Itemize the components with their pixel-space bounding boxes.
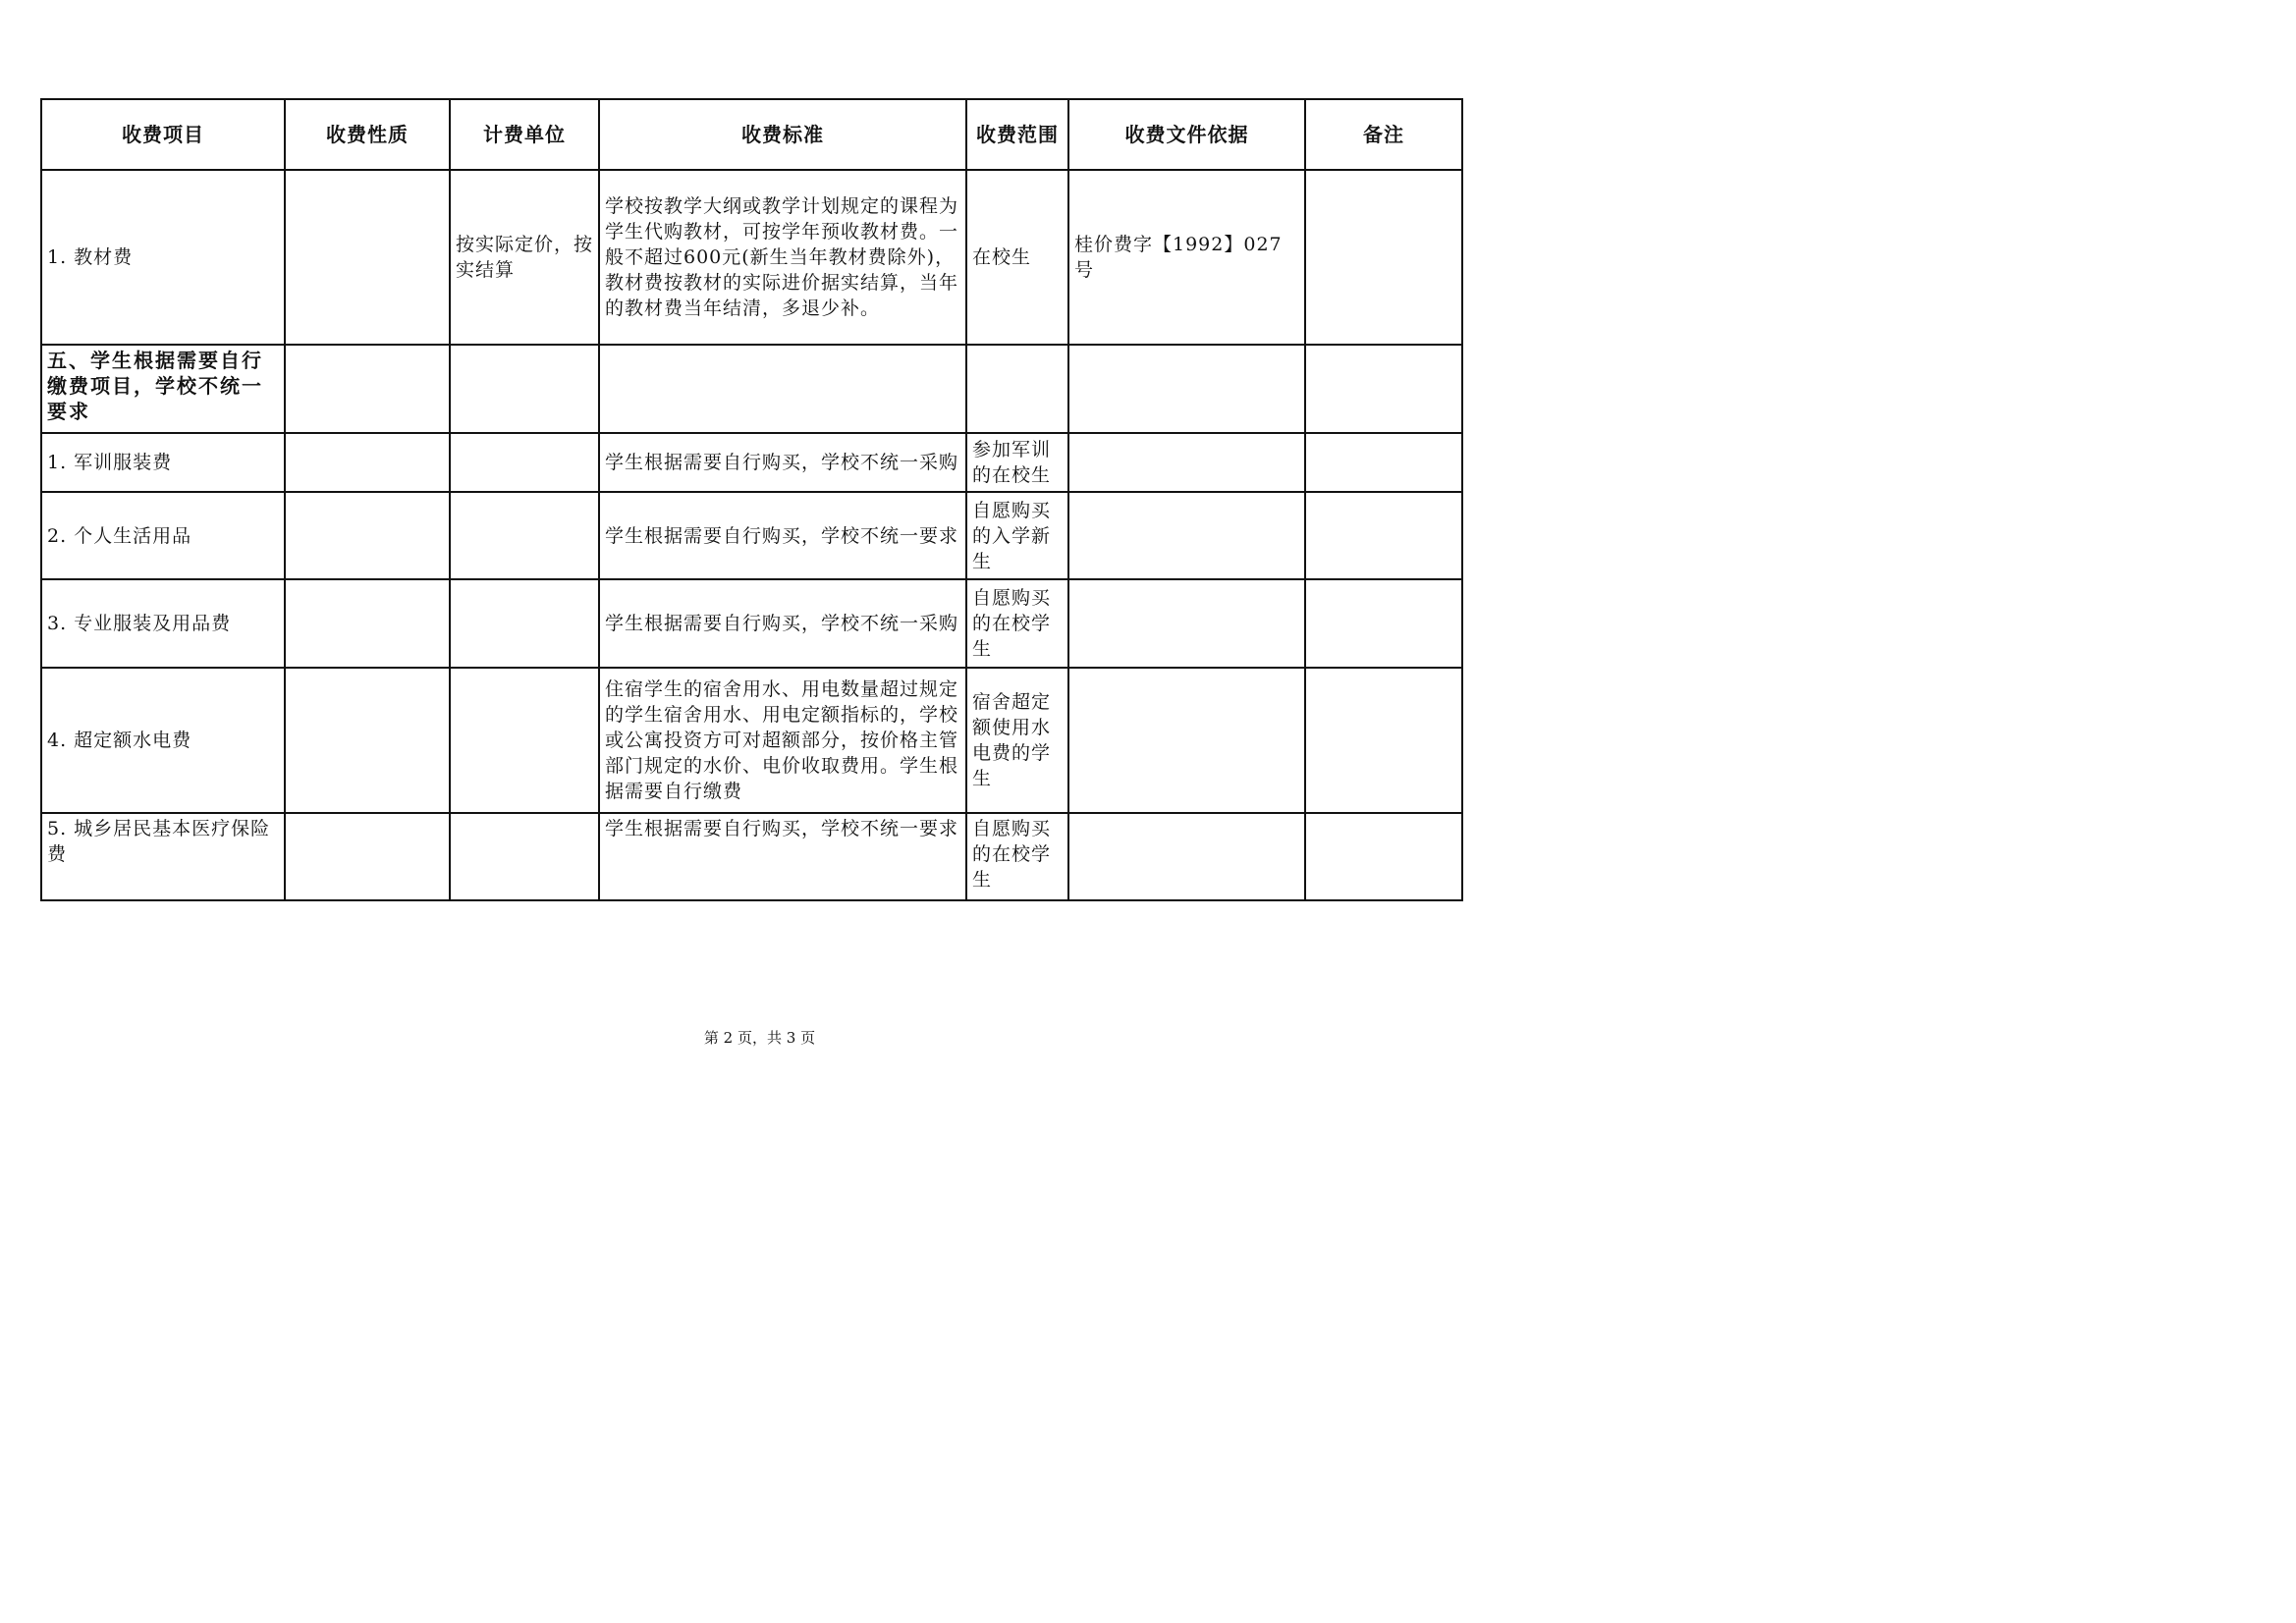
cell-unit xyxy=(450,345,599,433)
cell-unit xyxy=(450,433,599,492)
cell-nature xyxy=(285,668,450,813)
table-row xyxy=(41,668,1462,813)
cell-nature xyxy=(285,170,450,345)
table-row xyxy=(41,579,1462,668)
cell-basis xyxy=(1068,668,1305,813)
cell-standard: 学生根据需要自行购买，学校不统一采购 xyxy=(599,579,966,668)
cell-scope: 宿舍超定额使用水电费的学生 xyxy=(966,668,1068,813)
cell-remark xyxy=(1305,492,1462,579)
cell-nature xyxy=(285,433,450,492)
table-row xyxy=(41,170,1462,345)
cell-unit xyxy=(450,492,599,579)
table-header-row xyxy=(41,99,1462,170)
fee-table xyxy=(40,98,1463,901)
cell-unit xyxy=(450,668,599,813)
cell-remark xyxy=(1305,170,1462,345)
header-fee-item: 收费项目 xyxy=(41,99,285,170)
cell-standard: 学校按教学大纲或教学计划规定的课程为学生代购教材，可按学年预收教材费。一般不超过600元(新生当年教材费除外)，教材费按教材的实际进价据实结算，当年的教材费当年结清，多退少补。 xyxy=(599,170,966,345)
cell-item: 2. 个人生活用品 xyxy=(41,492,285,579)
cell-basis xyxy=(1068,433,1305,492)
cell-nature xyxy=(285,813,450,900)
cell-scope xyxy=(966,345,1068,433)
cell-scope: 在校生 xyxy=(966,170,1068,345)
header-fee-nature: 收费性质 xyxy=(285,99,450,170)
cell-unit xyxy=(450,813,599,900)
cell-basis: 桂价费字【1992】027号 xyxy=(1068,170,1305,345)
cell-item: 1. 教材费 xyxy=(41,170,285,345)
cell-remark xyxy=(1305,433,1462,492)
cell-item: 3. 专业服装及用品费 xyxy=(41,579,285,668)
cell-basis xyxy=(1068,492,1305,579)
table-row xyxy=(41,433,1462,492)
cell-standard xyxy=(599,345,966,433)
cell-standard: 住宿学生的宿舍用水、用电数量超过规定的学生宿舍用水、用电定额指标的，学校或公寓投资方可对超额部分，按价格主管部门规定的水价、电价收取费用。学生根据需要自行缴费 xyxy=(599,668,966,813)
page-number-footer: 第 2 页，共 3 页 xyxy=(703,1029,816,1047)
cell-item: 5. 城乡居民基本医疗保险费 xyxy=(41,813,285,900)
cell-basis xyxy=(1068,579,1305,668)
cell-scope: 自愿购买的在校学生 xyxy=(966,813,1068,900)
cell-remark xyxy=(1305,579,1462,668)
cell-basis xyxy=(1068,813,1305,900)
cell-scope: 自愿购买的在校学生 xyxy=(966,579,1068,668)
cell-scope: 参加军训的在校生 xyxy=(966,433,1068,492)
cell-item: 4. 超定额水电费 xyxy=(41,668,285,813)
cell-standard: 学生根据需要自行购买，学校不统一要求 xyxy=(599,492,966,579)
cell-basis xyxy=(1068,345,1305,433)
cell-item: 1. 军训服装费 xyxy=(41,433,285,492)
header-billing-unit: 计费单位 xyxy=(450,99,599,170)
cell-standard: 学生根据需要自行购买，学校不统一要求 xyxy=(599,813,966,900)
cell-unit: 按实际定价，按实结算 xyxy=(450,170,599,345)
header-fee-standard: 收费标准 xyxy=(599,99,966,170)
cell-nature xyxy=(285,492,450,579)
cell-nature xyxy=(285,345,450,433)
table-row xyxy=(41,813,1462,900)
table-row-section xyxy=(41,345,1462,433)
cell-remark xyxy=(1305,345,1462,433)
cell-nature xyxy=(285,579,450,668)
cell-section-title: 五、学生根据需要自行缴费项目，学校不统一要求 xyxy=(41,345,285,433)
cell-standard: 学生根据需要自行购买，学校不统一采购 xyxy=(599,433,966,492)
cell-remark xyxy=(1305,813,1462,900)
header-remark: 备注 xyxy=(1305,99,1462,170)
header-fee-basis: 收费文件依据 xyxy=(1068,99,1305,170)
header-fee-scope: 收费范围 xyxy=(966,99,1068,170)
cell-unit xyxy=(450,579,599,668)
cell-remark xyxy=(1305,668,1462,813)
table-row xyxy=(41,492,1462,579)
cell-scope: 自愿购买的入学新生 xyxy=(966,492,1068,579)
